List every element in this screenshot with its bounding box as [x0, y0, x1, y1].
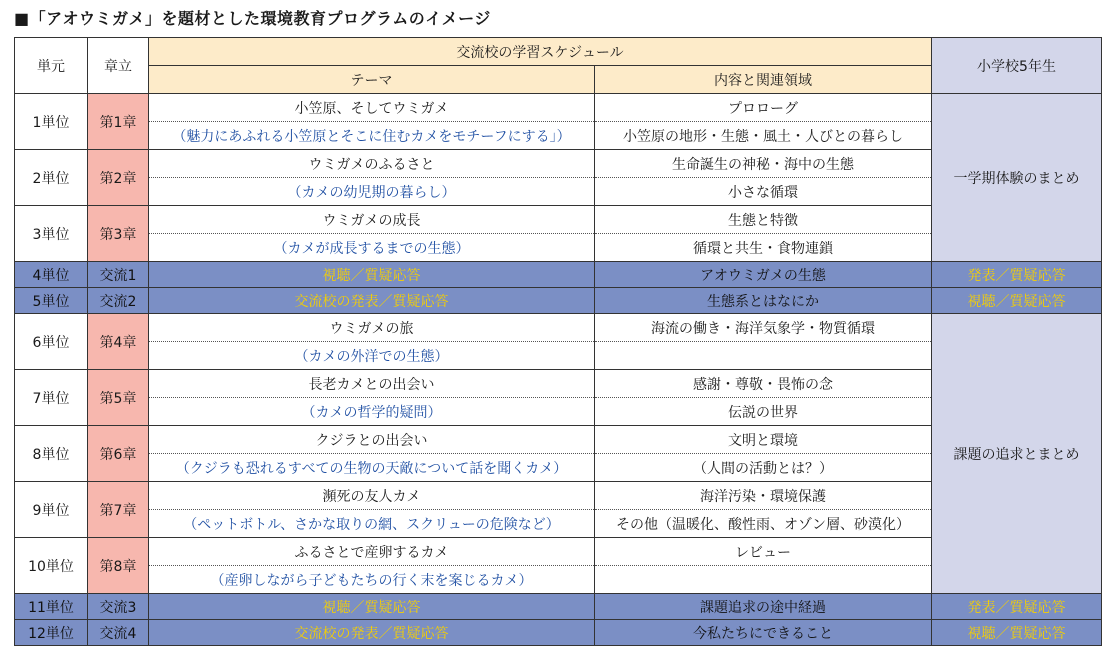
theme-note: （カメの幼児期の暮らし）: [287, 184, 456, 201]
theme-note: （産卵しながら子どもたちの行く末を案じるカメ）: [210, 572, 533, 589]
table-row: [15, 94, 1102, 150]
theme-title: ウミガメの旅: [149, 314, 594, 342]
content-cell: [595, 314, 932, 370]
theme-note: （魅力にあふれる小笠原とそこに住むカメをモチーフにする」）: [172, 128, 571, 145]
content-cell: 今私たちにできること: [595, 620, 932, 646]
theme-cell: [149, 426, 595, 482]
theme-title: クジラとの出会い: [149, 426, 594, 454]
theme-cell: [149, 538, 595, 594]
theme-note: （カメの外洋での生態）: [294, 348, 449, 365]
header-theme: テーマ: [149, 66, 595, 94]
content-cell: アオウミガメの生態: [595, 262, 932, 288]
content-line-2: [595, 342, 931, 369]
content-cell: 課題追求の途中経過: [595, 594, 932, 620]
theme-title: ウミガメの成長: [149, 206, 594, 234]
chapter-cell: 交流3: [88, 594, 149, 620]
chapter-cell: 第2章: [88, 150, 149, 206]
content-cell: [595, 426, 932, 482]
unit-cell: 1単位: [15, 94, 88, 150]
exchange-row: [15, 594, 1102, 620]
theme-title: 小笠原、そしてウミガメ: [149, 94, 594, 122]
content-cell: [595, 482, 932, 538]
header-content: 内容と関連領域: [595, 66, 932, 94]
summary-first-term: 一学期体験のまとめ: [932, 94, 1102, 262]
exchange-row: [15, 262, 1102, 288]
theme-note: （カメの哲学的疑問）: [301, 404, 442, 421]
exchange-row: [15, 288, 1102, 314]
theme-cell: 視聴／質疑応答: [149, 594, 595, 620]
content-line-2: [595, 566, 931, 593]
theme-cell: [149, 206, 595, 262]
exchange-row: [15, 620, 1102, 646]
theme-cell: 視聴／質疑応答: [149, 262, 595, 288]
header-unit: 単元: [15, 38, 88, 94]
content-cell: [595, 94, 932, 150]
content-line-1: 感謝・尊敬・畏怖の念: [595, 370, 931, 398]
theme-cell: [149, 150, 595, 206]
content-line-1: 海洋汚染・環境保護: [595, 482, 931, 510]
unit-cell: 3単位: [15, 206, 88, 262]
unit-cell: 6単位: [15, 314, 88, 370]
content-line-2: 伝説の世界: [728, 404, 798, 421]
summary-pursuit: 課題の追求とまとめ: [932, 314, 1102, 594]
chapter-cell: 交流2: [88, 288, 149, 314]
content-line-1: プロローグ: [595, 94, 931, 122]
chapter-cell: 交流1: [88, 262, 149, 288]
theme-cell: [149, 370, 595, 426]
page-title: ■「アオウミガメ」を題材とした環境教育プログラムのイメージ: [14, 9, 491, 28]
unit-cell: 12単位: [15, 620, 88, 646]
theme-note: （カメが成長するまでの生態）: [273, 240, 470, 257]
content-cell: 生態系とはなにか: [595, 288, 932, 314]
content-line-2: （人間の活動とは？）: [693, 460, 833, 477]
header-elementary: 小学校5年生: [932, 38, 1102, 94]
theme-title: ふるさとで産卵するカメ: [149, 538, 594, 566]
theme-cell: 交流校の発表／質疑応答: [149, 288, 595, 314]
theme-title: 瀕死の友人カメ: [149, 482, 594, 510]
content-line-2: 小笠原の地形・生態・風土・人びとの暮らし: [623, 128, 903, 145]
theme-cell: [149, 314, 595, 370]
content-line-2: 小さな循環: [728, 184, 798, 201]
theme-cell: [149, 94, 595, 150]
content-cell: [595, 370, 932, 426]
header-schedule: 交流校の学習スケジュール: [149, 38, 932, 66]
elementary-cell: 視聴／質疑応答: [932, 288, 1102, 314]
content-line-1: レビュー: [595, 538, 931, 566]
chapter-cell: 交流4: [88, 620, 149, 646]
unit-cell: 7単位: [15, 370, 88, 426]
content-line-2: その他（温暖化、酸性雨、オゾン層、砂漠化）: [616, 516, 910, 533]
theme-note: （クジラも恐れるすべての生物の天敵について話を聞くカメ）: [175, 460, 568, 477]
chapter-cell: 第4章: [88, 314, 149, 370]
content-line-1: 生命誕生の神秘・海中の生態: [595, 150, 931, 178]
unit-cell: 8単位: [15, 426, 88, 482]
content-line-1: 海流の働き・海洋気象学・物質循環: [595, 314, 931, 342]
content-cell: [595, 206, 932, 262]
content-line-1: 生態と特徴: [595, 206, 931, 234]
unit-cell: 10単位: [15, 538, 88, 594]
elementary-cell: 視聴／質疑応答: [932, 620, 1102, 646]
elementary-cell: 発表／質疑応答: [932, 594, 1102, 620]
program-table: [14, 37, 1102, 646]
unit-cell: 9単位: [15, 482, 88, 538]
content-line-2: 循環と共生・食物連鎖: [693, 240, 833, 257]
chapter-cell: 第1章: [88, 94, 149, 150]
unit-cell: 2単位: [15, 150, 88, 206]
elementary-cell: 発表／質疑応答: [932, 262, 1102, 288]
table-row: [15, 314, 1102, 370]
content-cell: [595, 150, 932, 206]
unit-cell: 11単位: [15, 594, 88, 620]
theme-title: 長老カメとの出会い: [149, 370, 594, 398]
theme-cell: 交流校の発表／質疑応答: [149, 620, 595, 646]
theme-cell: [149, 482, 595, 538]
unit-cell: 5単位: [15, 288, 88, 314]
unit-cell: 4単位: [15, 262, 88, 288]
header-chapter: 章立: [88, 38, 149, 94]
chapter-cell: 第3章: [88, 206, 149, 262]
theme-title: ウミガメのふるさと: [149, 150, 594, 178]
content-cell: [595, 538, 932, 594]
chapter-cell: 第5章: [88, 370, 149, 426]
theme-note: （ペットボトル、さかな取りの網、スクリューの危険など）: [183, 516, 560, 533]
content-line-1: 文明と環境: [595, 426, 931, 454]
chapter-cell: 第6章: [88, 426, 149, 482]
chapter-cell: 第7章: [88, 482, 149, 538]
chapter-cell: 第8章: [88, 538, 149, 594]
